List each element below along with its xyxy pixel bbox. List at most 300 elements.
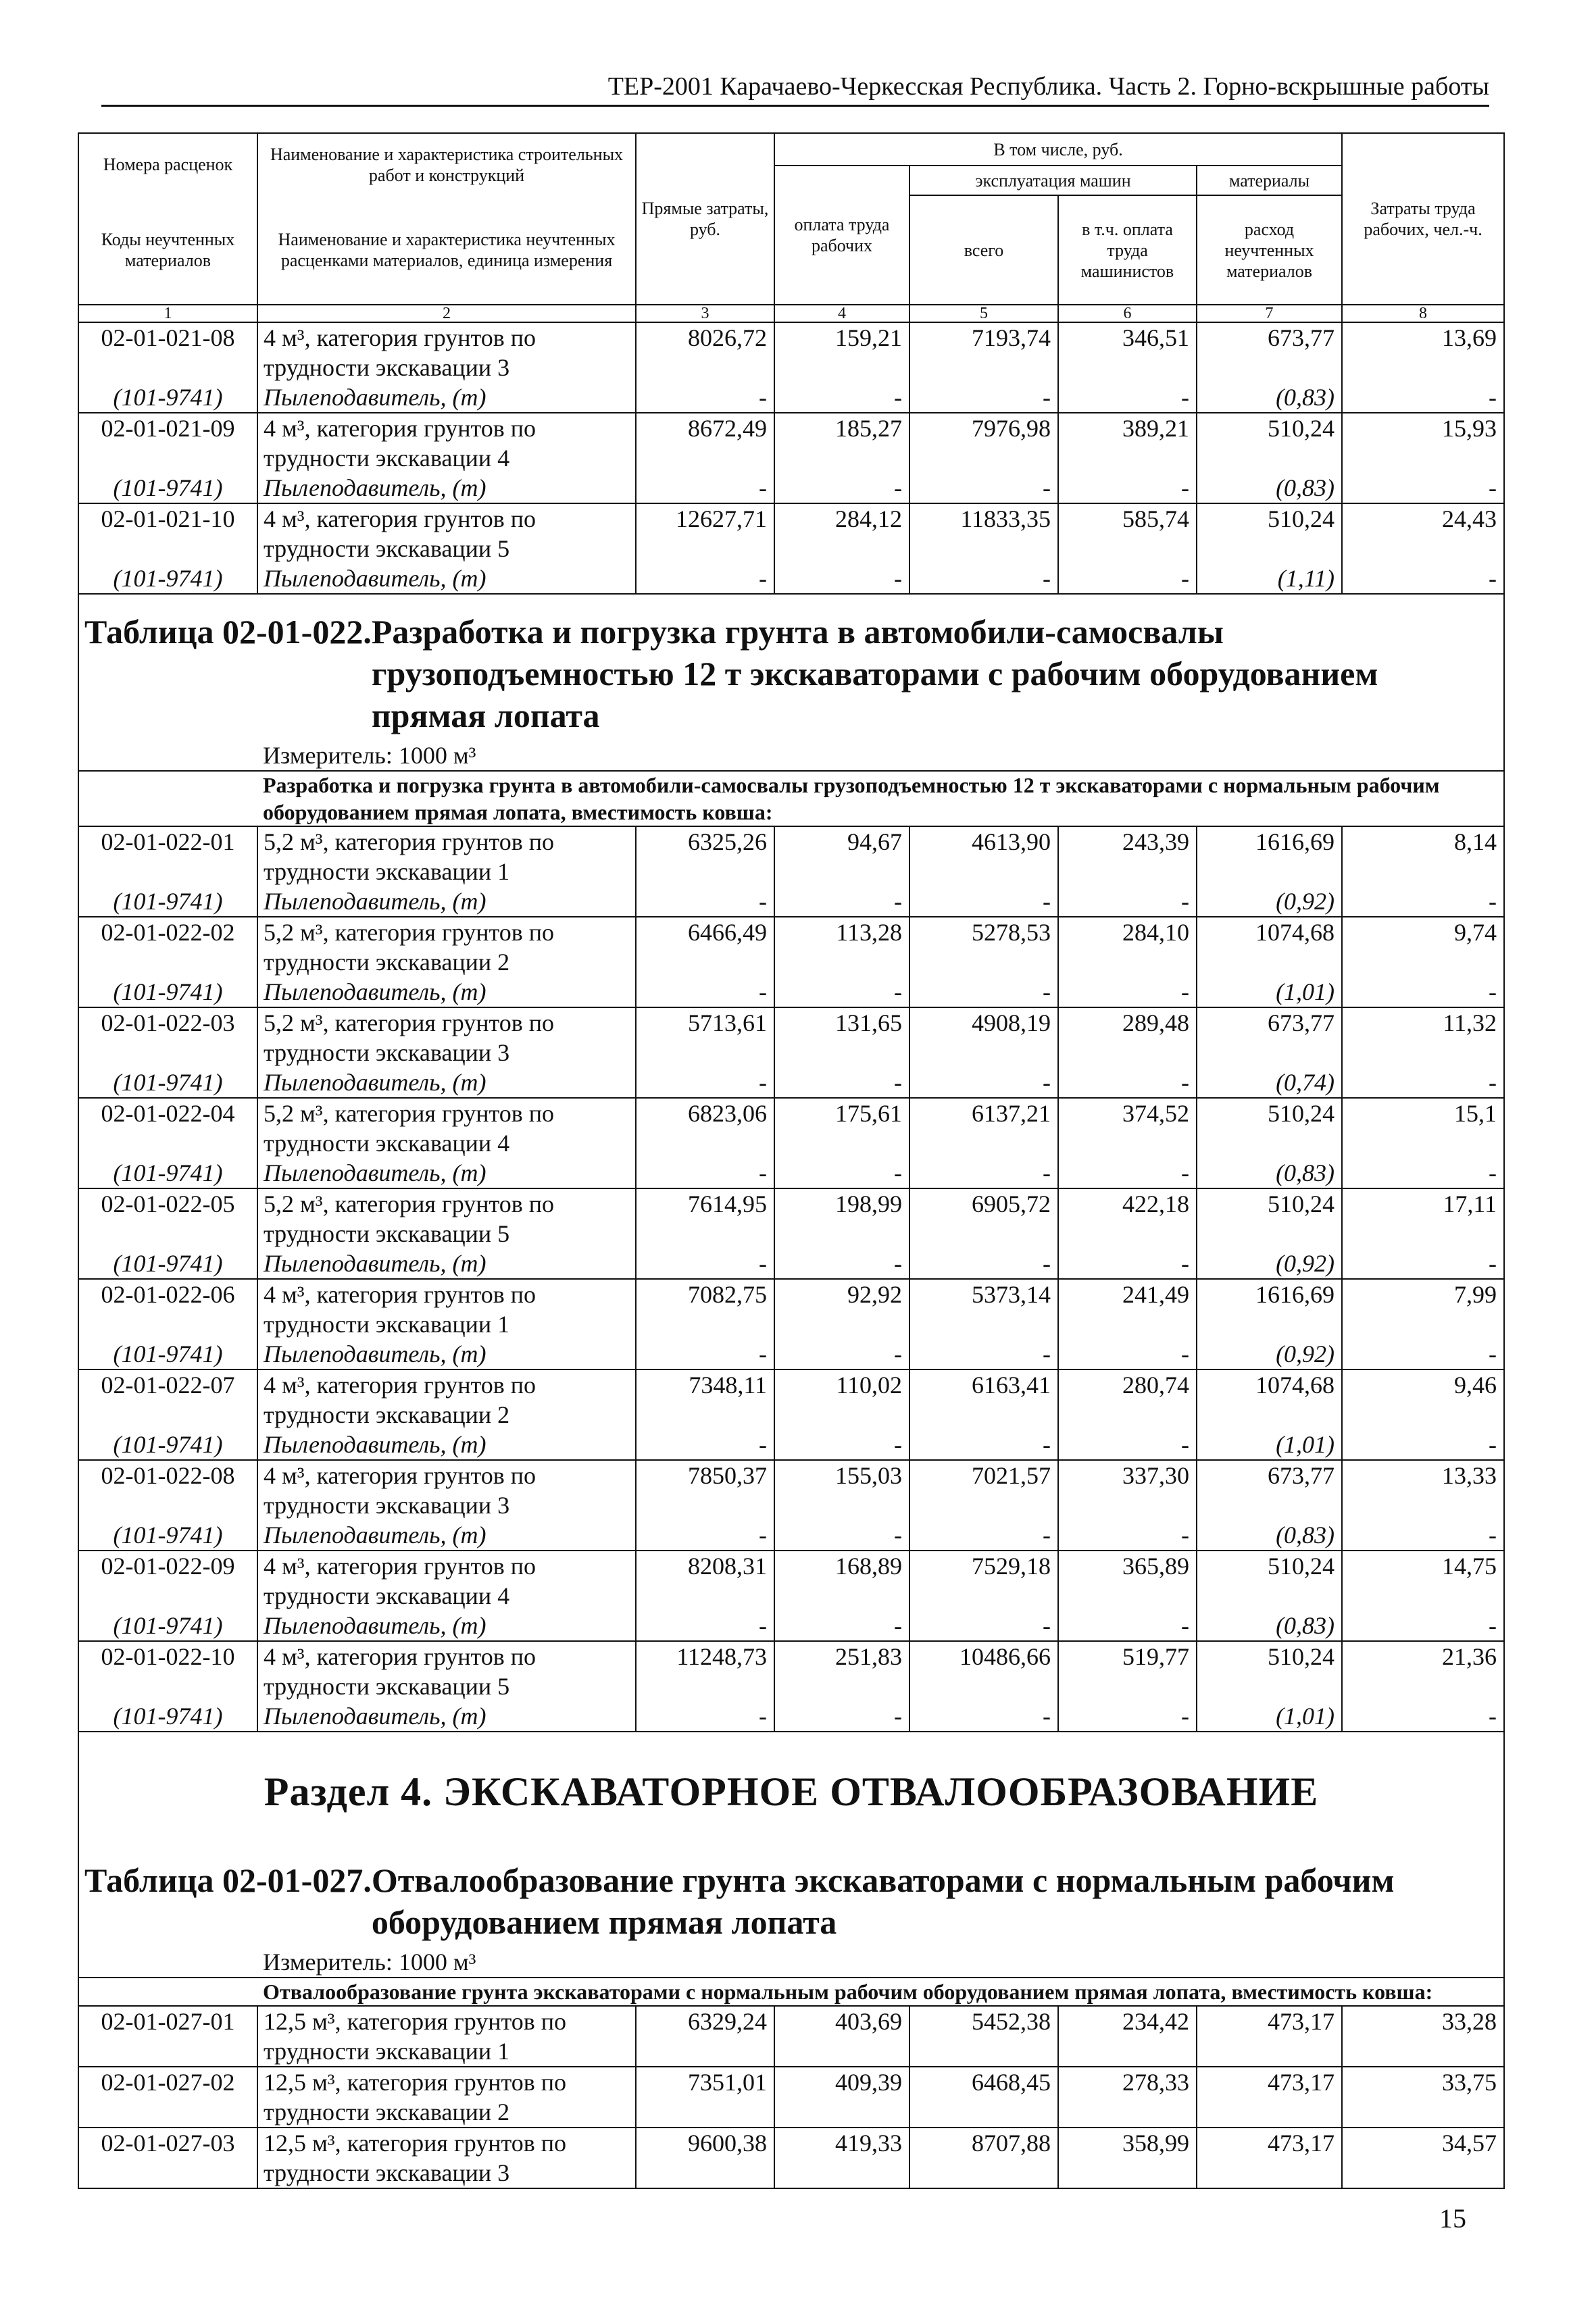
dash: - [636,473,774,503]
col-head-machines-total: всего [909,195,1058,305]
materials: 473,17 [1197,2006,1342,2036]
table-022-heading [78,594,1504,826]
work-name: 5,2 м³, категория грунтов по [257,1098,636,1128]
dash: - [636,1520,774,1551]
dash: - [1058,1701,1197,1732]
materials: 510,24 [1197,1188,1342,1219]
rates-table [78,132,1505,2189]
col-number: 1 [78,305,257,322]
dash: - [909,977,1058,1007]
dash: - [774,1430,909,1460]
material-name: Пылеподавитель, (т) [257,1611,636,1641]
empty-cell [78,947,257,977]
rate-code: 02-01-021-10 [78,503,257,534]
work-name-continued: трудности экскавации 5 [257,534,636,563]
col-head-direct-costs: Прямые затраты, руб. [636,133,774,305]
empty-cell [774,1128,909,1158]
table-027-label: Таблица 02-01-027. [84,1861,372,1899]
labor: 15,1 [1342,1098,1504,1128]
empty-cell [1058,534,1197,563]
work-name-continued: трудности экскавации 1 [257,2036,636,2067]
empty-cell [1342,857,1504,886]
material-row [78,382,1504,413]
dash: - [1342,886,1504,917]
dash: - [1058,977,1197,1007]
direct-costs: 7082,75 [636,1279,774,1309]
col-head-including: В том числе, руб. [774,133,1342,166]
direct-costs: 6466,49 [636,917,774,947]
wages: 159,21 [774,322,909,353]
direct-costs: 8672,49 [636,413,774,443]
material-row [78,977,1504,1007]
dash: - [636,563,774,594]
labor: 13,33 [1342,1460,1504,1490]
empty-cell [78,2158,257,2188]
rate-row [78,2067,1504,2097]
material-row [78,1158,1504,1188]
rate-row-continued [78,2158,1504,2188]
rate-code: 02-01-022-08 [78,1460,257,1490]
rate-row [78,917,1504,947]
empty-cell [1342,1309,1504,1339]
rate-row [78,1641,1504,1671]
empty-cell [1058,1490,1197,1520]
col-number: 4 [774,305,909,322]
direct-costs: 5713,61 [636,1007,774,1038]
dash: - [1342,1430,1504,1460]
dash: - [1058,886,1197,917]
material-code: (101-9741) [78,1520,257,1551]
rate-code: 02-01-027-02 [78,2067,257,2097]
empty-cell [78,857,257,886]
direct-costs: 7351,01 [636,2067,774,2097]
materials: 473,17 [1197,2128,1342,2158]
material-code: (101-9741) [78,1339,257,1369]
page-number: 15 [1439,2203,1466,2234]
empty-cell [1197,2036,1342,2067]
dash: - [774,977,909,1007]
table-022-intro: Разработка и погрузка грунта в автомобили-самосвалы грузоподъемностью 12 т экскаваторами с нормальным рабочим оборудованием прямая лопата, вместимость ковша: [257,771,1504,826]
dash: - [1058,1611,1197,1641]
empty-cell [1058,1128,1197,1158]
operator-wages: 365,89 [1058,1551,1197,1581]
work-name-continued: трудности экскавации 2 [257,2097,636,2128]
empty-cell [1058,1581,1197,1611]
dash: - [636,1067,774,1098]
empty-cell [78,534,257,563]
rate-code: 02-01-022-05 [78,1188,257,1219]
rate-row-continued [78,1490,1504,1520]
empty-cell [774,857,909,886]
rate-row-continued [78,353,1504,382]
empty-cell [78,2036,257,2067]
dash: - [636,1430,774,1460]
empty-cell [78,1219,257,1249]
dash: - [1342,473,1504,503]
work-name-continued: трудности экскавации 3 [257,2158,636,2188]
rate-row-continued [78,947,1504,977]
material-name: Пылеподавитель, (т) [257,1158,636,1188]
empty-cell [636,353,774,382]
material-name: Пылеподавитель, (т) [257,473,636,503]
col-head-material-name: Наименование и характеристика неучтенных расценками материалов, единица измерения [257,195,636,305]
material-quantity: (1,11) [1197,563,1342,594]
empty-cell [1342,2158,1504,2188]
wages: 94,67 [774,826,909,857]
machines-total: 6163,41 [909,1369,1058,1400]
material-quantity: (0,83) [1197,1611,1342,1641]
table-027-intro: Отвалообразование грунта экскаваторами с нормальным рабочим оборудованием прямая лопата, вместимость ковша: [257,1978,1504,2006]
machines-total: 7976,98 [909,413,1058,443]
machines-total: 7193,74 [909,322,1058,353]
dash: - [774,1158,909,1188]
empty-cell [636,947,774,977]
dash: - [909,473,1058,503]
operator-wages: 234,42 [1058,2006,1197,2036]
empty-cell [1197,947,1342,977]
work-name: 4 м³, категория грунтов по [257,413,636,443]
labor: 14,75 [1342,1551,1504,1581]
empty-cell [1342,1400,1504,1430]
dash: - [909,382,1058,413]
work-name-continued: трудности экскавации 2 [257,1400,636,1430]
table-027-measure: Измеритель: 1000 м³ [257,1947,1504,1978]
rate-code: 02-01-022-10 [78,1641,257,1671]
material-name: Пылеподавитель, (т) [257,1430,636,1460]
material-row [78,1067,1504,1098]
running-header: ТЕР-2001 Карачаево-Черкесская Республика. Часть 2. Горно-вскрышные работы [607,72,1489,101]
operator-wages: 278,33 [1058,2067,1197,2097]
empty-cell [774,1490,909,1520]
dash: - [774,1067,909,1098]
empty-cell [1058,947,1197,977]
empty-cell [909,1128,1058,1158]
empty-cell [1197,353,1342,382]
labor: 33,75 [1342,2067,1504,2097]
empty-cell [774,1309,909,1339]
dash: - [1058,1520,1197,1551]
empty-cell [1197,1581,1342,1611]
empty-cell [1342,534,1504,563]
rate-row [78,1098,1504,1128]
dash: - [774,1701,909,1732]
dash: - [774,473,909,503]
dash: - [1342,382,1504,413]
labor: 9,46 [1342,1369,1504,1400]
empty-cell [636,2036,774,2067]
rate-code: 02-01-022-07 [78,1369,257,1400]
work-name: 4 м³, категория грунтов по [257,503,636,534]
rate-row-continued [78,443,1504,473]
empty-cell [909,1671,1058,1701]
rate-code: 02-01-022-09 [78,1551,257,1581]
material-quantity: (0,92) [1197,1339,1342,1369]
empty-cell [1197,1128,1342,1158]
empty-cell [636,1128,774,1158]
work-name-continued: трудности экскавации 5 [257,1671,636,1701]
section-title: Раздел 4. ЭКСКАВАТОРНОЕ ОТВАЛООБРАЗОВАНИЕ [78,1732,1504,1843]
table-022-rows [78,826,1504,1732]
col-head-wages: оплата труда рабочих [774,166,909,305]
rate-row [78,1279,1504,1309]
direct-costs: 7614,95 [636,1188,774,1219]
empty-cell [1342,1581,1504,1611]
col-number: 7 [1197,305,1342,322]
rate-row-continued [78,1309,1504,1339]
dash: - [1342,1249,1504,1279]
material-row [78,1701,1504,1732]
dash: - [1058,563,1197,594]
dash: - [909,1339,1058,1369]
materials: 1616,69 [1197,1279,1342,1309]
rate-row-continued [78,1128,1504,1158]
col-head-machines: эксплуатация машин [909,166,1197,195]
dash: - [774,1339,909,1369]
wages: 185,27 [774,413,909,443]
operator-wages: 280,74 [1058,1369,1197,1400]
empty-cell [774,947,909,977]
dash: - [909,563,1058,594]
dash: - [909,1158,1058,1188]
empty-cell [1058,1219,1197,1249]
direct-costs: 12627,71 [636,503,774,534]
empty-cell [636,857,774,886]
empty-cell [774,2036,909,2067]
materials: 1074,68 [1197,917,1342,947]
empty-cell [636,1309,774,1339]
machines-total: 8707,88 [909,2128,1058,2158]
work-name-continued: трудности экскавации 4 [257,1128,636,1158]
dash: - [1342,563,1504,594]
col-number: 8 [1342,305,1504,322]
direct-costs: 6325,26 [636,826,774,857]
rate-row-continued [78,1400,1504,1430]
dash: - [774,1611,909,1641]
material-quantity: (0,83) [1197,382,1342,413]
empty-cell [909,1309,1058,1339]
empty-cell [1197,2097,1342,2128]
work-name-continued: трудности экскавации 2 [257,947,636,977]
rate-row-continued [78,1581,1504,1611]
direct-costs: 7850,37 [636,1460,774,1490]
material-name: Пылеподавитель, (т) [257,977,636,1007]
materials: 510,24 [1197,1551,1342,1581]
dash: - [774,1249,909,1279]
work-name: 12,5 м³, категория грунтов по [257,2128,636,2158]
col-head-material-usage: расход неучтенных материалов [1197,195,1342,305]
rate-code: 02-01-027-03 [78,2128,257,2158]
machines-total: 7529,18 [909,1551,1058,1581]
empty-cell [774,443,909,473]
empty-cell [774,2158,909,2188]
rate-row [78,322,1504,353]
work-name: 5,2 м³, категория грунтов по [257,1007,636,1038]
material-name: Пылеподавитель, (т) [257,563,636,594]
rate-row [78,1460,1504,1490]
direct-costs: 11248,73 [636,1641,774,1671]
operator-wages: 374,52 [1058,1098,1197,1128]
material-code: (101-9741) [78,473,257,503]
col-number: 6 [1058,305,1197,322]
material-quantity: (1,01) [1197,1701,1342,1732]
operator-wages: 519,77 [1058,1641,1197,1671]
labor: 34,57 [1342,2128,1504,2158]
operator-wages: 358,99 [1058,2128,1197,2158]
dash: - [1058,1067,1197,1098]
dash: - [636,382,774,413]
work-name: 4 м³, категория грунтов по [257,1369,636,1400]
empty-cell [1058,857,1197,886]
empty-cell [1058,1400,1197,1430]
materials: 1074,68 [1197,1369,1342,1400]
rate-row [78,1369,1504,1400]
dash: - [909,1520,1058,1551]
wages: 198,99 [774,1188,909,1219]
dash: - [1058,382,1197,413]
empty-cell [1197,1671,1342,1701]
empty-cell [1342,1219,1504,1249]
empty-cell [78,1490,257,1520]
material-name: Пылеподавитель, (т) [257,1520,636,1551]
work-name-continued: трудности экскавации 1 [257,1309,636,1339]
machines-total: 5278,53 [909,917,1058,947]
materials: 673,77 [1197,1460,1342,1490]
labor: 24,43 [1342,503,1504,534]
empty-cell [909,353,1058,382]
empty-cell [636,1671,774,1701]
work-name: 4 м³, категория грунтов по [257,322,636,353]
material-name: Пылеподавитель, (т) [257,886,636,917]
dash: - [1342,1701,1504,1732]
empty-cell [636,443,774,473]
empty-cell [909,1219,1058,1249]
labor: 15,93 [1342,413,1504,443]
empty-cell [78,1038,257,1067]
empty-cell [78,443,257,473]
wages: 251,83 [774,1641,909,1671]
empty-cell [78,1581,257,1611]
empty-cell [1342,443,1504,473]
dash: - [636,1339,774,1369]
work-name-continued: трудности экскавации 3 [257,1038,636,1067]
material-code: (101-9741) [78,1249,257,1279]
dash: - [636,1249,774,1279]
machines-total: 6905,72 [909,1188,1058,1219]
col-head-materials: материалы [1197,166,1342,195]
empty-cell [636,1219,774,1249]
dash: - [1342,1067,1504,1098]
material-quantity: (0,92) [1197,1249,1342,1279]
empty-cell [78,353,257,382]
operator-wages: 284,10 [1058,917,1197,947]
labor: 33,28 [1342,2006,1504,2036]
empty-cell [1058,1309,1197,1339]
material-code: (101-9741) [78,1611,257,1641]
labor: 7,99 [1342,1279,1504,1309]
dash: - [774,886,909,917]
material-quantity: (0,83) [1197,473,1342,503]
work-name: 4 м³, категория грунтов по [257,1641,636,1671]
machines-total: 4613,90 [909,826,1058,857]
machines-total: 11833,35 [909,503,1058,534]
operator-wages: 243,39 [1058,826,1197,857]
material-row [78,1430,1504,1460]
wages: 113,28 [774,917,909,947]
materials: 673,77 [1197,322,1342,353]
empty-cell [1197,1490,1342,1520]
material-row [78,563,1504,594]
empty-cell [1342,947,1504,977]
rate-code: 02-01-021-08 [78,322,257,353]
rate-code: 02-01-022-01 [78,826,257,857]
dash: - [1058,1430,1197,1460]
empty-cell [1197,1309,1342,1339]
empty-cell [1342,1490,1504,1520]
work-name-continued: трудности экскавации 3 [257,1490,636,1520]
work-name-continued: трудности экскавации 3 [257,353,636,382]
material-quantity: (0,83) [1197,1520,1342,1551]
empty-cell [774,1038,909,1067]
empty-cell [78,1400,257,1430]
machines-total: 6468,45 [909,2067,1058,2097]
materials: 510,24 [1197,1098,1342,1128]
rate-row [78,826,1504,857]
rate-row-continued [78,857,1504,886]
rate-row [78,1551,1504,1581]
empty-cell [909,1581,1058,1611]
rate-row [78,1007,1504,1038]
empty-cell [1058,2158,1197,2188]
dash: - [909,886,1058,917]
dash: - [636,1611,774,1641]
wages: 92,92 [774,1279,909,1309]
empty-cell [909,2158,1058,2188]
empty-cell [1197,1038,1342,1067]
materials: 510,24 [1197,413,1342,443]
materials: 510,24 [1197,1641,1342,1671]
material-row [78,1611,1504,1641]
work-name-continued: трудности экскавации 5 [257,1219,636,1249]
labor: 17,11 [1342,1188,1504,1219]
col-number: 5 [909,305,1058,322]
material-quantity: (0,83) [1197,1158,1342,1188]
work-name: 4 м³, категория грунтов по [257,1551,636,1581]
empty-cell [636,2158,774,2188]
operator-wages: 289,48 [1058,1007,1197,1038]
direct-costs: 8208,31 [636,1551,774,1581]
machines-total: 5452,38 [909,2006,1058,2036]
material-code: (101-9741) [78,1430,257,1460]
empty-cell [636,2097,774,2128]
dash: - [1058,1158,1197,1188]
machines-total: 6137,21 [909,1098,1058,1128]
continued-rows [78,322,1504,594]
material-code: (101-9741) [78,382,257,413]
labor: 9,74 [1342,917,1504,947]
empty-cell [78,1128,257,1158]
material-code: (101-9741) [78,563,257,594]
dash: - [774,563,909,594]
rate-row [78,413,1504,443]
empty-cell [636,1581,774,1611]
operator-wages: 422,18 [1058,1188,1197,1219]
empty-cell [78,1309,257,1339]
dash: - [636,886,774,917]
dash: - [1058,1249,1197,1279]
direct-costs: 7348,11 [636,1369,774,1400]
operator-wages: 346,51 [1058,322,1197,353]
material-code: (101-9741) [78,886,257,917]
